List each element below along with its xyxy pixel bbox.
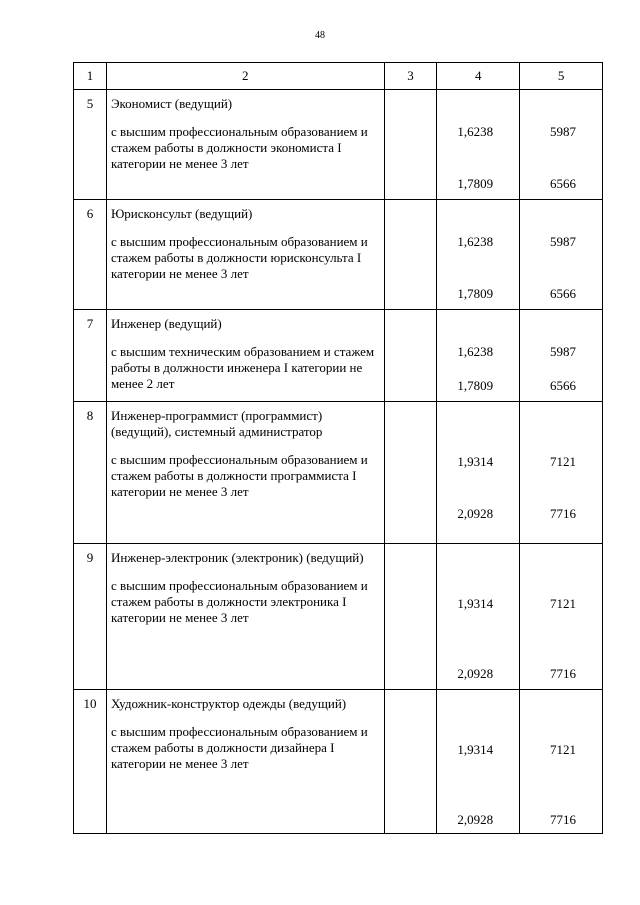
row-number: 10 (74, 690, 107, 834)
empty-cell (384, 90, 437, 200)
table-row (74, 544, 603, 690)
salary-value: 5987 (550, 344, 576, 359)
coefficient-value: 1,7809 (457, 378, 494, 393)
table-row (74, 690, 603, 834)
salary-value: 7716 (550, 506, 576, 521)
coefficient-value: 1,9314 (457, 454, 494, 469)
coefficient-value: 2,0928 (457, 666, 494, 681)
table-row (74, 90, 603, 200)
coefficient-value: 1,7809 (457, 176, 494, 191)
position-title: Художник-конструктор одежды (ведущий) (110, 696, 347, 711)
salary-value: 6566 (550, 378, 576, 393)
position-condition: с высшим профессиональным образованием и стажем работы в должности юрисконсульта I категории не менее 3 лет (110, 234, 368, 281)
coefficient-value: 1,9314 (457, 596, 494, 611)
position-title: Инженер (ведущий) (110, 316, 222, 331)
column-header: 1 (74, 63, 107, 90)
position-condition: с высшим профессиональным образованием и стажем работы в должности экономиста I категории не менее 3 лет (110, 124, 368, 171)
header-row (74, 63, 603, 90)
salary-value: 7716 (550, 666, 576, 681)
salary-value: 7121 (550, 454, 576, 469)
row-number: 9 (74, 544, 107, 690)
position-title: Экономист (ведущий) (110, 96, 233, 111)
empty-cell (384, 402, 437, 544)
salary-value: 7121 (550, 596, 576, 611)
empty-cell (384, 310, 437, 402)
coefficient-value: 1,7809 (457, 286, 494, 301)
position-title: Юрисконсульт (ведущий) (110, 206, 253, 221)
salary-value: 6566 (550, 176, 576, 191)
row-number: 8 (74, 402, 107, 544)
column-header: 3 (384, 63, 437, 90)
position-condition: с высшим профессиональным образованием и стажем работы в должности электроника I категории не менее 3 лет (110, 578, 368, 625)
salary-value: 5987 (550, 234, 576, 249)
coefficient-value: 2,0928 (457, 506, 494, 521)
position-condition: с высшим профессиональным образованием и стажем работы в должности дизайнера I категории не менее 3 лет (110, 724, 368, 771)
salary-value: 6566 (550, 286, 576, 301)
salary-table (73, 62, 603, 834)
position-title: Инженер-программист (программист) (ведущий), системный администратор (110, 408, 323, 439)
empty-cell (384, 690, 437, 834)
position-condition: с высшим техническим образованием и стажем работы в должности инженера I категории не менее 2 лет (110, 344, 375, 391)
table-row (74, 402, 603, 544)
coefficient-value: 1,6238 (457, 344, 494, 359)
table-row (74, 310, 603, 402)
row-number: 5 (74, 90, 107, 200)
salary-value: 7121 (550, 742, 576, 757)
table-row (74, 200, 603, 310)
position-condition: с высшим профессиональным образованием и стажем работы в должности программиста I категории не менее 3 лет (110, 452, 368, 499)
column-header: 4 (437, 63, 520, 90)
position-title: Инженер-электроник (электроник) (ведущий) (110, 550, 364, 565)
salary-value: 5987 (550, 124, 576, 139)
row-number: 6 (74, 200, 107, 310)
empty-cell (384, 200, 437, 310)
page-number: 48 (315, 30, 325, 41)
column-header: 5 (520, 63, 603, 90)
coefficient-value: 1,6238 (457, 234, 494, 249)
salary-value: 7716 (550, 812, 576, 827)
row-number: 7 (74, 310, 107, 402)
coefficient-value: 2,0928 (457, 812, 494, 827)
coefficient-value: 1,9314 (457, 742, 494, 757)
column-header: 2 (106, 63, 384, 90)
empty-cell (384, 544, 437, 690)
coefficient-value: 1,6238 (457, 124, 494, 139)
